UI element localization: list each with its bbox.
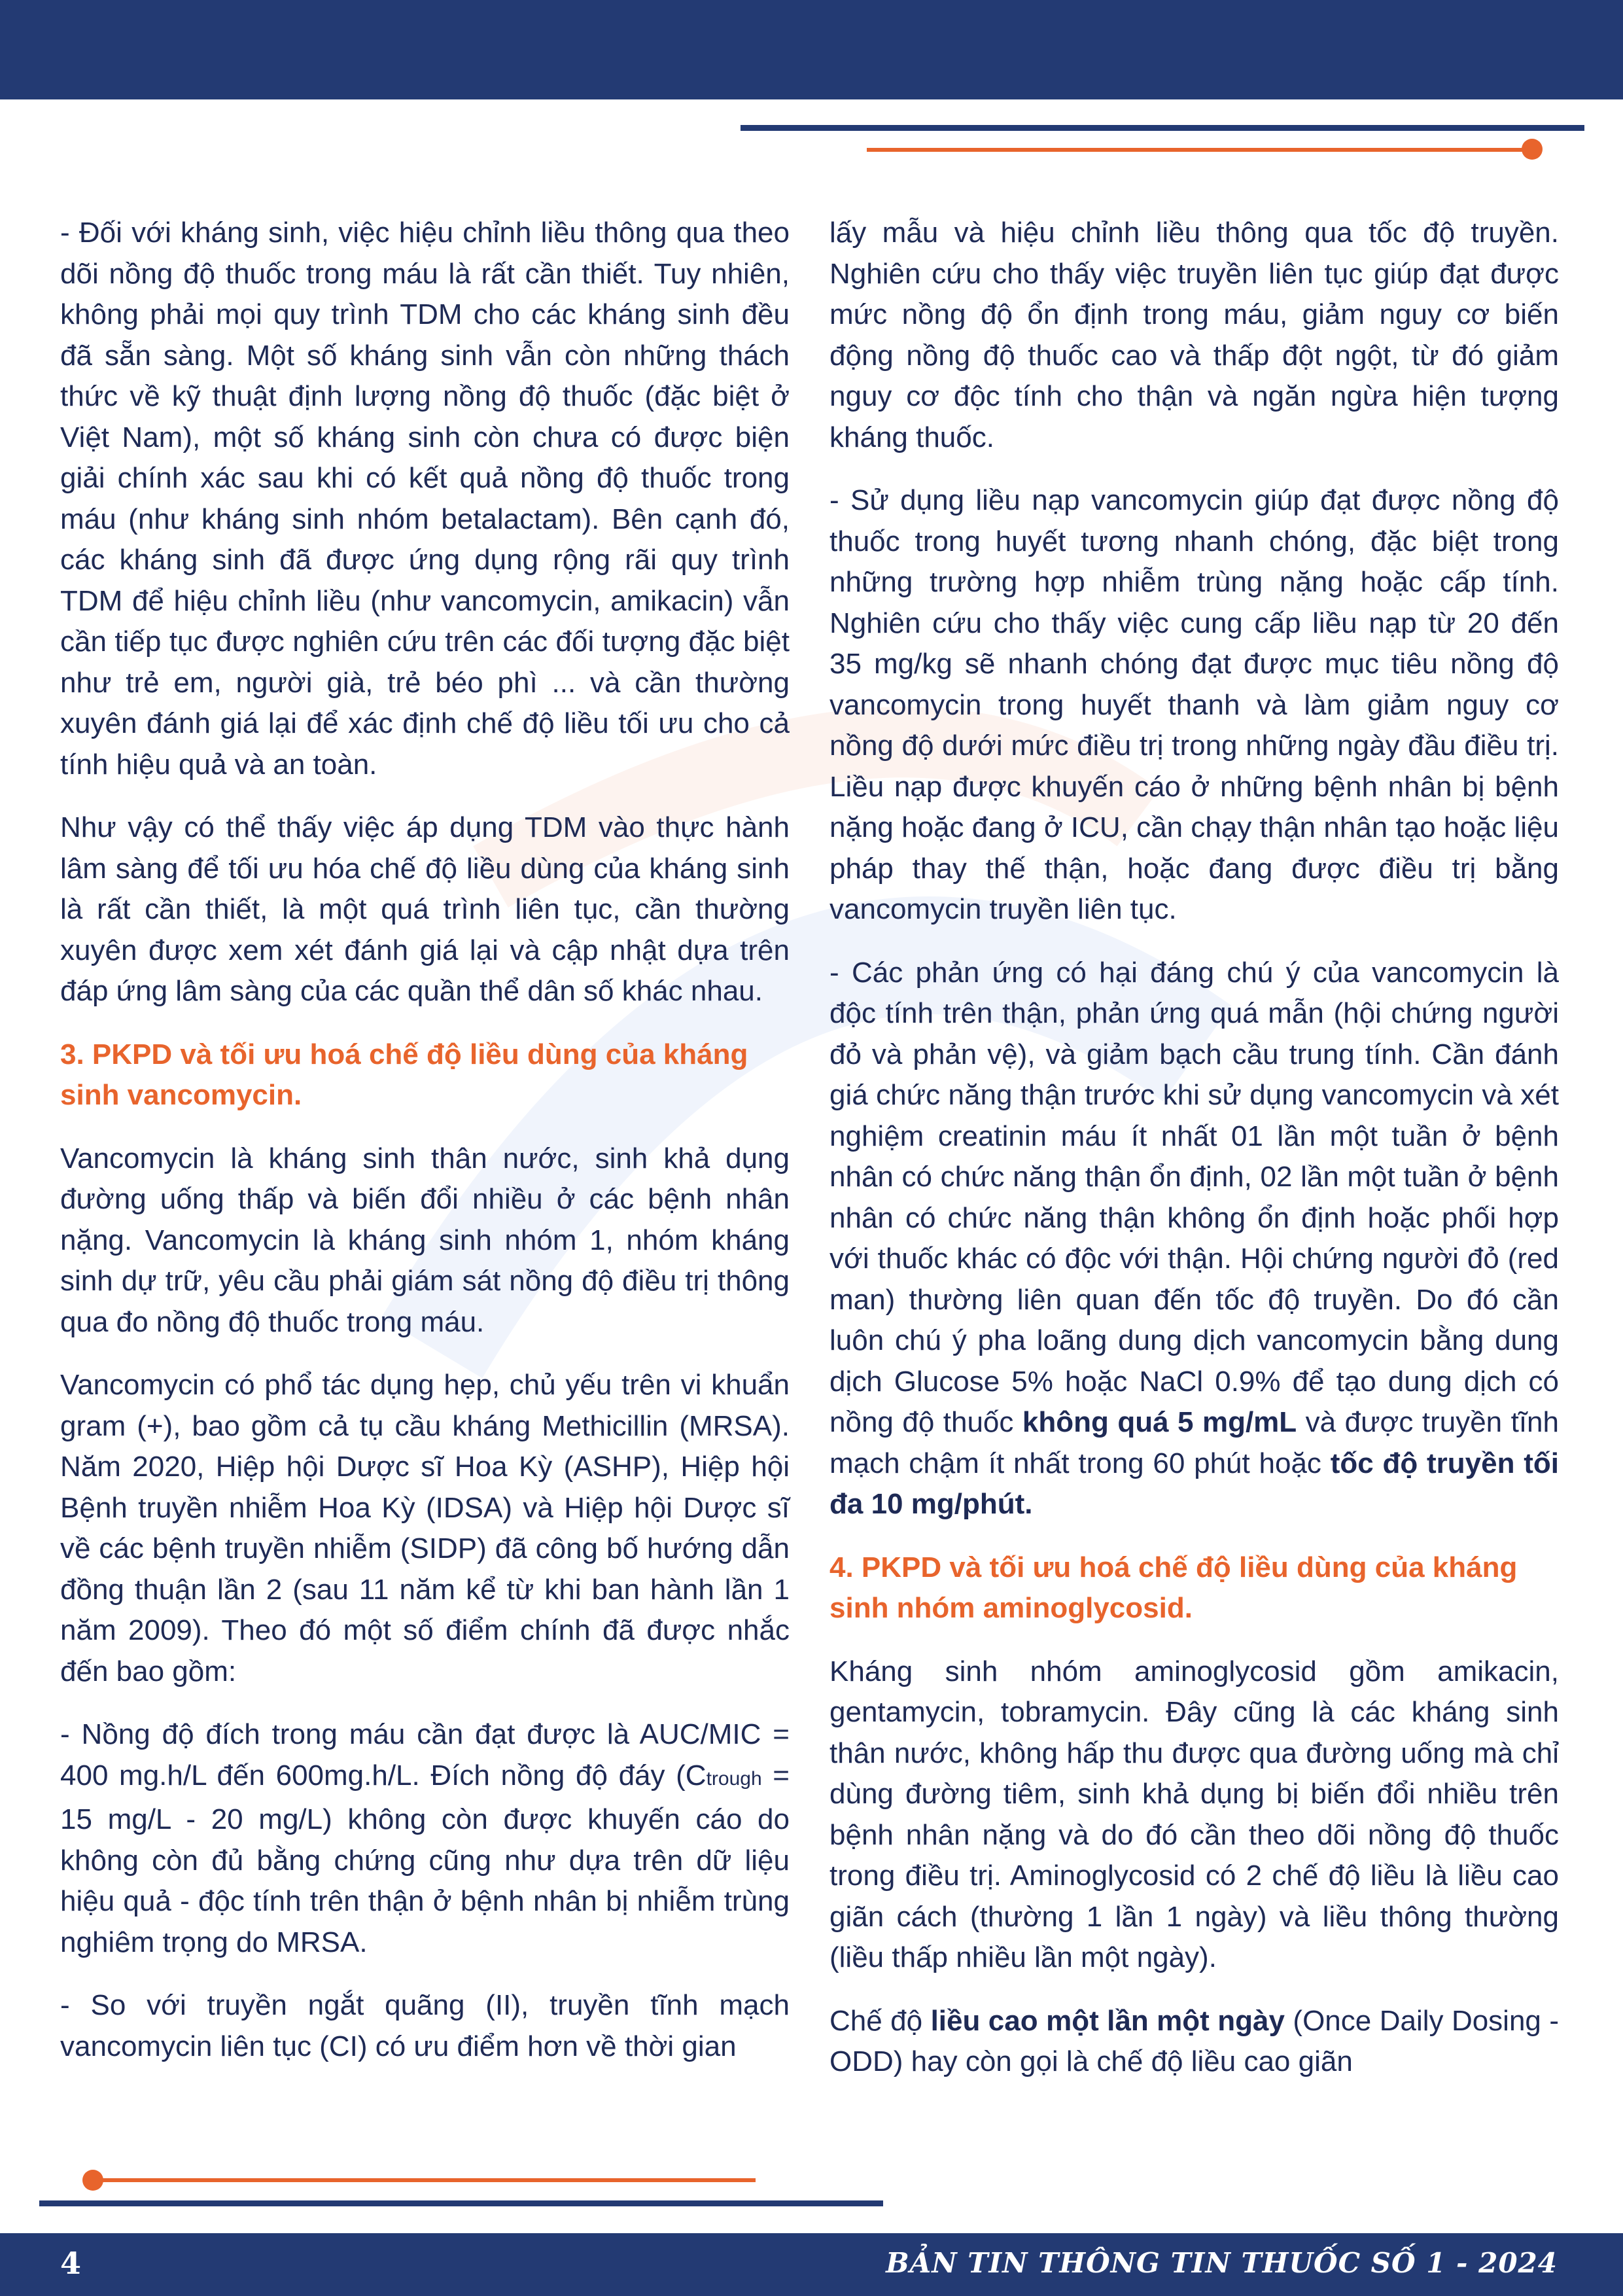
footer-title: BẢN TIN THÔNG TIN THUỐC SỐ 1 - 2024 bbox=[886, 2247, 1558, 2279]
left-paragraph-1: - Đối với kháng sinh, việc hiệu chỉnh liều thông qua theo dõi nồng độ thuốc trong máu là rất cần thiết. Tuy nhiên, không phải mọi quy trình TDM cho các kháng sinh đều đã sẵn sàng. Một số kháng sinh vẫn còn những thách thức về kỹ thuật định lượng nồng độ thuốc (đặc biệt ở Việt Nam), một số kháng sinh còn chưa có được biện giải chính xác sau khi có kết quả nồng độ thuốc trong máu (như kháng sinh nhóm betalactam). Bên cạnh đó, các kháng sinh đã được ứng dụng rộng rãi quy trình TDM để hiệu chỉnh liều (như vancomycin, amikacin) vẫn cần tiếp tục được nghiên cứu trên các đối tượng đặc biệt như trẻ em, người già, trẻ béo phì ... và cần thường xuyên đánh giá lại để xác định chế độ liều tối ưu cho cả tính hiệu quả và an toàn. bbox=[60, 217, 790, 781]
odd-text-c: (Once Daily Dosing - ODD) hay còn gọi là chế độ liều cao giãn bbox=[829, 2004, 1559, 2077]
odd-text-a: Chế độ bbox=[829, 2004, 931, 2037]
header-orange-dot bbox=[1522, 139, 1543, 160]
section-3-heading: 3. PKPD và tối ưu hoá chế độ liều dùng của kháng sinh vancomycin. bbox=[60, 1038, 748, 1111]
right-column bbox=[829, 213, 1559, 2105]
page-number: 4 bbox=[60, 2246, 82, 2281]
header-band bbox=[0, 0, 1623, 99]
left-paragraph-4: Vancomycin có phổ tác dụng hẹp, chủ yếu trên vi khuẩn gram (+), bao gồm cả tụ cầu kháng Methicillin (MRSA). Năm 2020, Hiệp hội Dược sĩ Hoa Kỳ (ASHP), Hiệp hội Bệnh truyền nhiễm Hoa Kỳ (IDSA) và Hiệp hội Dược sĩ về các bệnh truyền nhiễm (SIDP) đã công bố hướng dẫn đồng thuận lần 2 (sau 11 năm kể từ khi ban hành lần 1 năm 2009). Theo đó một số điểm chính đã được nhắc đến bao gồm: bbox=[60, 1369, 790, 1687]
right-paragraph-1: lấy mẫu và hiệu chỉnh liều thông qua tốc độ truyền. Nghiên cứu cho thấy việc truyền liên tục giúp đạt được mức nồng độ ổn định trong máu, giảm nguy cơ biến động nồng độ thuốc cao và thấp đột ngột, từ đó giảm nguy cơ độc tính cho thận và ngăn ngừa hiện tượng kháng thuốc. bbox=[829, 217, 1559, 453]
adverse-text-c: và được truyền tĩnh mạch chậm ít nhất trong 60 phút hoặc bbox=[829, 1406, 1559, 1479]
left-column bbox=[60, 213, 790, 2089]
header-navy-rule bbox=[741, 125, 1584, 131]
left-paragraph-2: Như vậy có thể thấy việc áp dụng TDM vào thực hành lâm sàng để tối ưu hóa chế độ liều dùng của kháng sinh là rất cần thiết, là một quá trình liên tục, cần thường xuyên được xem xét đánh giá lại và cập nhật dựa trên đáp ứng lâm sàng của các quần thể dân số khác nhau. bbox=[60, 811, 790, 1007]
max-rate-bold: tốc độ truyền tối đa 10 mg/phút. bbox=[829, 1447, 1559, 1520]
right-paragraph-5 bbox=[829, 2001, 1559, 2083]
ctrough-subscript: trough bbox=[706, 1767, 762, 1790]
footer-navy-rule bbox=[39, 2200, 883, 2206]
right-paragraph-2: - Sử dụng liều nạp vancomycin giúp đạt được nồng độ thuốc trong huyết tương nhanh chóng, đặc biệt trong những trường hợp nhiễm trùng nặng hoặc cấp tính. Nghiên cứu cho thấy việc cung cấp liều nạp từ 20 đến 35 mg/kg sẽ nhanh chóng đạt được mục tiêu nồng độ vancomycin trong huyết thanh và làm giảm nguy cơ nồng độ dưới mức điều trị trong những ngày đầu điều trị. Liều nạp được khuyến cáo ở những bệnh nhân bị bệnh nặng hoặc đang ở ICU, cần chạy thận nhân tạo hoặc liệu pháp thay thế thận, hoặc đang được điều trị bằng vancomycin truyền liên tục. bbox=[829, 484, 1559, 925]
right-paragraph-4: Kháng sinh nhóm aminoglycosid gồm amikacin, gentamycin, tobramycin. Đây cũng là các kháng sinh thân nước, không hấp thu được qua đường uống mà chỉ dùng đường tiêm, sinh khả dụng bị biến đổi nhiều trên bệnh nhân nặng và do đó cần theo dõi nồng độ thuốc trong điều trị. Aminoglycosid có 2 chế độ liều là liều cao giãn cách (thường 1 lần 1 ngày) và liều thông thường (liều thấp nhiều lần một ngày). bbox=[829, 1655, 1559, 1973]
auc-text-b: = 15 mg/L - 20 mg/L) không còn được khuyến cáo do không còn đủ bằng chứng cũng như dựa trên dữ liệu hiệu quả - độc tính trên thận ở bệnh nhân bị nhiễm trùng nghiêm trọng do MRSA. bbox=[60, 1759, 790, 1958]
max-concentration-bold: không quá 5 mg/mL bbox=[1022, 1406, 1297, 1438]
auc-text-a: - Nồng độ đích trong máu cần đạt được là AUC/MIC = 400 mg.h/L đến 600mg.h/L. Đích nồng độ đáy (C bbox=[60, 1718, 790, 1792]
left-paragraph-6: - So với truyền ngắt quãng (II), truyền tĩnh mạch vancomycin liên tục (CI) có ưu điểm hơn về thời gian bbox=[60, 1989, 790, 2062]
header-orange-rule bbox=[867, 148, 1534, 152]
footer-orange-rule bbox=[92, 2178, 756, 2182]
adverse-text-a: - Các phản ứng có hại đáng chú ý của vancomycin là độc tính trên thận, phản ứng quá mẫn (hội chứng người đỏ và phản vệ), và giảm bạch cầu trung tính. Cần đánh giá chức năng thận trước khi sử dụng vancomycin và xét nghiệm creatinin máu ít nhất 01 lần một tuần ở bệnh nhân có chức năng thận ổn định, 02 lần một tuần ở bệnh nhân có chức năng thận không ổn định hoặc phối hợp với thuốc khác có độc với thận. Hội chứng người đỏ (red man) thường liên quan đến tốc độ truyền. Do đó cần luôn chú ý pha loãng dung dịch vancomycin bằng dung dịch Glucose 5% hoặc NaCl 0.9% để tạo dung dịch có nồng độ thuốc bbox=[829, 956, 1559, 1438]
left-paragraph-5 bbox=[60, 1714, 790, 1963]
right-paragraph-3 bbox=[829, 953, 1559, 1525]
left-paragraph-3: Vancomycin là kháng sinh thân nước, sinh khả dụng đường uống thấp và biến đổi nhiều ở các bệnh nhân nặng. Vancomycin là kháng sinh nhóm 1, nhóm kháng sinh dự trữ, yêu cầu phải giám sát nồng độ điều trị thông qua đo nồng độ thuốc trong máu. bbox=[60, 1142, 790, 1338]
section-4-heading: 4. PKPD và tối ưu hoá chế độ liều dùng của kháng sinh nhóm aminoglycosid. bbox=[829, 1551, 1518, 1624]
odd-bold: liều cao một lần một ngày bbox=[930, 2004, 1285, 2037]
